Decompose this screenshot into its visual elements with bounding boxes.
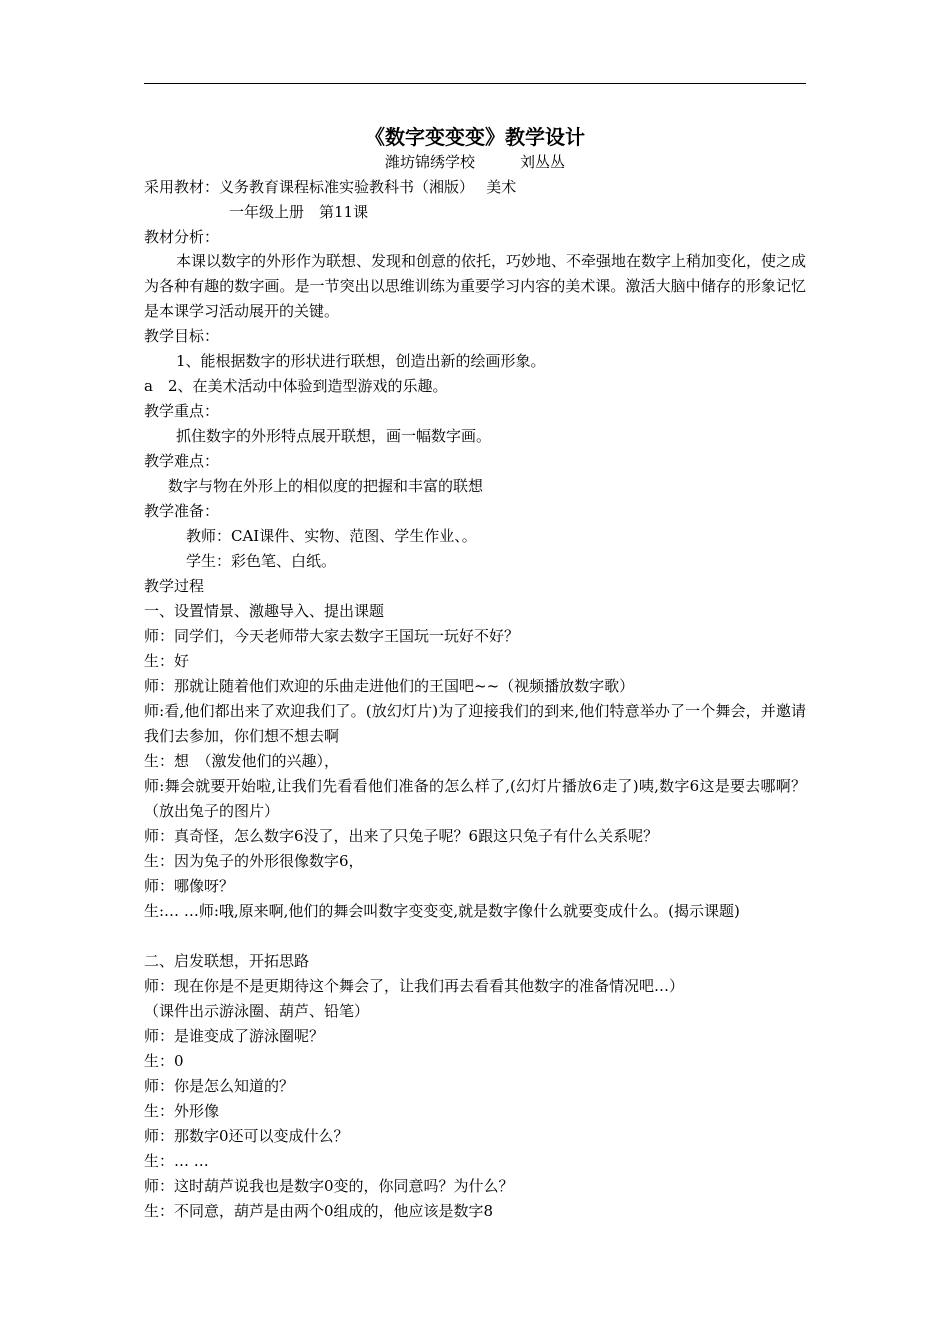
goal-2-marker: a <box>144 377 153 395</box>
goal-2: 2、在美术活动中体验到造型游戏的乐趣。 <box>168 377 448 395</box>
dialogue-line: 师：同学们，今天老师带大家去数字王国玩一玩好不好？ <box>144 627 520 645</box>
dialogue-line: 师：这时葫芦说我也是数字0变的，你同意吗？为什么？ <box>144 1177 514 1195</box>
prep-heading: 教学准备： <box>144 502 220 520</box>
dialogue-line: 师：哪像呀？ <box>144 877 235 895</box>
dialogue-paragraph: 师:看,他们都出来了欢迎我们了。(放幻灯片)为了迎接我们的到来,他们特意举办了一个舞会，并邀请我们去参加，你们想不想去啊 <box>144 702 806 745</box>
material-line-1: 采用教材：义务教育课程标准实验教科书（湘版） 美术 <box>144 178 517 196</box>
dialogue-paragraph: 师:舞会就要开始啦,让我们先看看他们准备的怎么样了,(幻灯片播放6走了)咦,数字6这是要去哪啊？（放出兔子的图片） <box>144 777 806 820</box>
dialogue-line: 生：好 <box>144 652 190 670</box>
dialogue-line: 生：因为兔子的外形很像数字6， <box>144 852 364 870</box>
dialogue-line: 师：那就让随着他们欢迎的乐曲走进他们的王国吧~~（视频播放数字歌） <box>144 677 635 695</box>
section-1-heading: 一、设置情景、激趣导入、提出课题 <box>144 602 385 620</box>
dialogue-line: 生：… … <box>144 1152 209 1170</box>
difficulty-heading: 教学难点： <box>144 452 220 470</box>
document-title: 《数字变变变》教学设计 <box>365 125 585 149</box>
difficulty-text: 数字与物在外形上的相似度的把握和丰富的联想 <box>168 477 484 495</box>
analysis-heading: 教材分析： <box>144 228 220 246</box>
key-text: 抓住数字的外形特点展开联想，画一幅数字画。 <box>176 427 492 445</box>
dialogue-line: 师：真奇怪，怎么数字6没了，出来了只兔子呢？6跟这只兔子有什么关系呢？ <box>144 827 659 845</box>
dialogue-line: 生：0 <box>144 1052 184 1070</box>
dialogue-line: 师：你是怎么知道的？ <box>144 1077 295 1095</box>
dialogue-paragraph: 生:… …师:哦,原来啊,他们的舞会叫数字变变变,就是数字像什么就要变成什么。(揭示课题) <box>144 902 740 920</box>
prep-teacher: 教师：CAI课件、实物、范图、学生作业、。 <box>186 527 477 545</box>
dialogue-line: （课件出示游泳圈、葫芦、铅笔） <box>144 1002 370 1020</box>
key-heading: 教学重点： <box>144 402 220 420</box>
dialogue-line: 师：是谁变成了游泳圈呢？ <box>144 1027 325 1045</box>
dialogue-line: 生：外形像 <box>144 1102 220 1120</box>
process-heading: 教学过程 <box>144 577 205 595</box>
author-line: 潍坊锦绣学校 刘丛丛 <box>384 153 565 171</box>
dialogue-line: 师：现在你是不是更期待这个舞会了，让我们再去看看其他数字的准备情况吧…） <box>144 977 685 995</box>
goals-heading: 教学目标： <box>144 327 220 345</box>
dialogue-line: 生：想 （激发他们的兴趣）， <box>144 752 340 770</box>
analysis-paragraph: 本课以数字的外形作为联想、发现和创意的依托，巧妙地、不牵强地在数字上稍加变化，使之成为各种有趣的数字画。是一节突出以思维训练为重要学习内容的美术课。激活大脑中储存的形象记忆是本课学习活动展开的关键。 <box>144 252 807 320</box>
material-line-2: 一年级上册 第11课 <box>229 203 369 221</box>
prep-student: 学生：彩色笔、白纸。 <box>186 552 337 570</box>
dialogue-line: 师：那数字0还可以变成什么？ <box>144 1127 349 1145</box>
goal-1: 1、能根据数字的形状进行联想，创造出新的绘画形象。 <box>176 352 546 370</box>
section-2-heading: 二、启发联想，开拓思路 <box>144 952 310 970</box>
header-rule <box>144 83 806 84</box>
dialogue-line: 生：不同意，葫芦是由两个0组成的，他应该是数字8 <box>144 1202 494 1220</box>
